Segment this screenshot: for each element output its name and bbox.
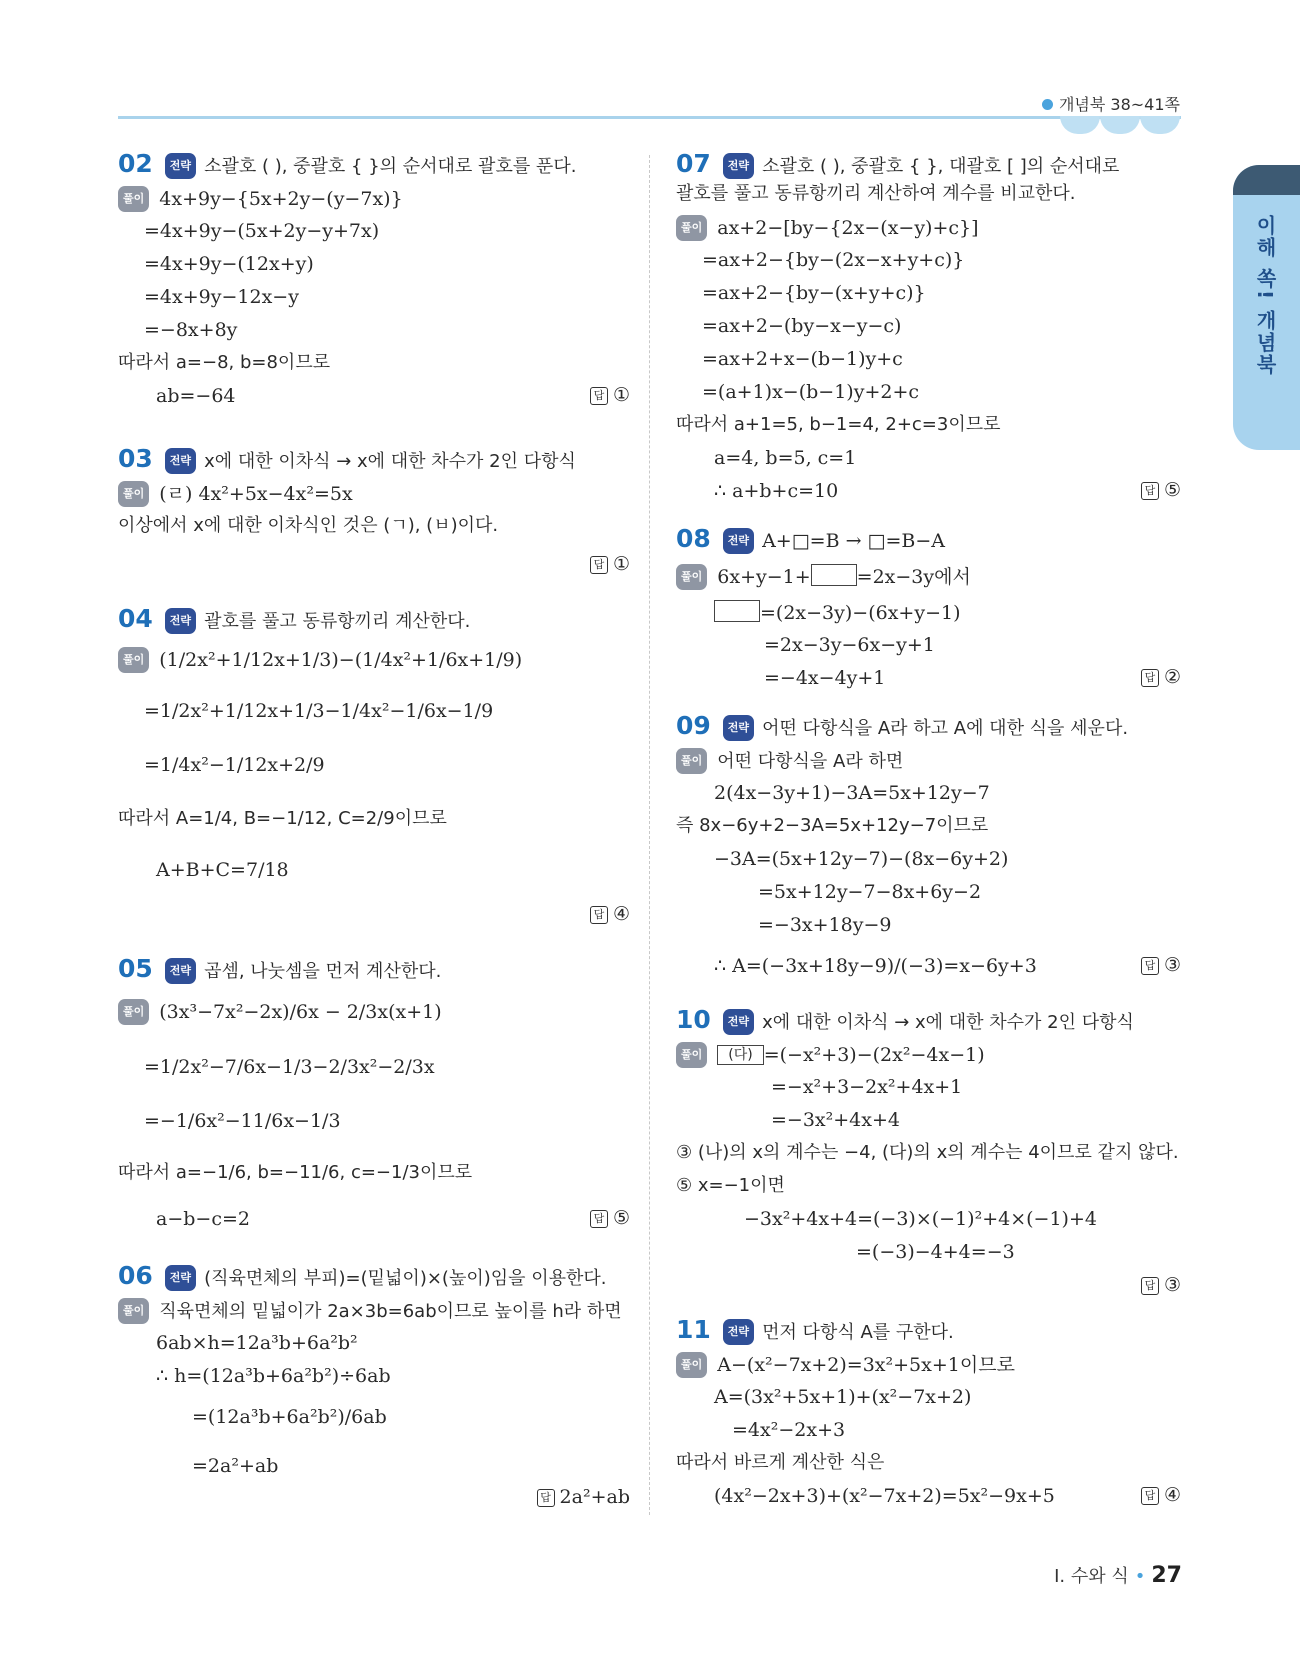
math-line: 직육면체의 밑넓이가 2a×3b=6ab이므로 높이를 h라 하면 — [159, 1301, 622, 1322]
answer: 답 2a²+ab — [537, 1486, 630, 1508]
math-line: =1/2x²+1/12x+1/3−1/4x²−1/6x−1/9 — [144, 700, 494, 722]
side-tab — [1233, 165, 1300, 450]
math-line: 괄호를 풀고 동류항끼리 계산하여 계수를 비교한다. — [676, 183, 1076, 204]
math-line: ③ (나)의 x의 계수는 −4, (다)의 x의 계수는 4이므로 같지 않다. — [676, 1142, 1179, 1163]
math-line: 이상에서 x에 대한 이차식인 것은 (ㄱ), (ㅂ)이다. — [118, 515, 499, 536]
strategy-badge: 전략 — [723, 153, 754, 179]
strategy-badge: 전략 — [723, 528, 754, 554]
answer-icon: 답 — [1141, 669, 1159, 687]
math-line: =5x+12y−7−8x+6y−2 — [758, 881, 982, 903]
answer-icon: 답 — [590, 387, 608, 405]
math-line: a−b−c=2 — [156, 1208, 250, 1230]
math-line: =4x²−2x+3 — [732, 1419, 846, 1441]
math-line: =−3x+18y−9 — [758, 914, 892, 936]
problem-number: 03 — [118, 444, 153, 473]
chapter-label: Ⅰ. 수와 식 — [1054, 1566, 1129, 1587]
problem-number: 10 — [676, 1005, 711, 1034]
strategy-badge: 전략 — [165, 1265, 196, 1291]
math-line: 따라서 a=−8, b=8이므로 — [118, 352, 331, 373]
side-tab-label: 이해 쏙! 개념북 — [1253, 215, 1277, 377]
answer-icon: 답 — [1141, 1487, 1159, 1505]
strategy-text: 어떤 다항식을 A라 하고 A에 대한 식을 세운다. — [762, 718, 1129, 739]
strategy-text: x에 대한 이차식 → x에 대한 차수가 2인 다항식 — [204, 451, 576, 472]
math-line: 따라서 a+1=5, b−1=4, 2+c=3이므로 — [676, 414, 1001, 435]
math-line: 따라서 A=1/4, B=−1/12, C=2/9이므로 — [118, 808, 447, 829]
strategy-badge: 전략 — [165, 608, 196, 634]
header-wave — [1140, 116, 1180, 134]
answer-icon: 답 — [590, 556, 608, 574]
blank-box — [714, 600, 760, 622]
math-line: ∴ a+b+c=10 — [714, 480, 839, 502]
answer-icon: 답 — [590, 1210, 608, 1228]
problem-number: 08 — [676, 524, 711, 553]
strategy-text: 소괄호 ( ), 중괄호 { }, 대괄호 [ ]의 순서대로 — [762, 156, 1120, 177]
solution-badge: 풀이 — [118, 999, 149, 1025]
page-number: 27 — [1151, 1563, 1182, 1588]
math-line: =4x+9y−(5x+2y−y+7x) — [144, 220, 380, 242]
math-line: 어떤 다항식을 A라 하면 — [717, 751, 904, 772]
math-line: =ax+2−{by−(x+y+c)} — [702, 282, 926, 304]
blank-box — [811, 564, 857, 586]
math-line: =2x−3y−6x−y+1 — [764, 634, 935, 656]
page-footer — [1054, 1562, 1182, 1588]
math-line: A−(x²−7x+2)=3x²+5x+1이므로 — [717, 1354, 1015, 1376]
answer: 답 ① — [590, 384, 630, 406]
solution-badge: 풀이 — [118, 1298, 149, 1324]
math-line: 4x+9y−{5x+2y−(y−7x)} — [159, 188, 403, 210]
math-line: =(12a³b+6a²b²)/6ab — [192, 1406, 387, 1428]
math-line: =2x−3y에서 — [856, 566, 971, 588]
math-line: A=(3x²+5x+1)+(x²−7x+2) — [714, 1386, 972, 1408]
math-line: (1/2x²+1/12x+1/3)−(1/4x²+1/6x+1/9) — [159, 649, 523, 671]
math-line: =4x+9y−(12x+y) — [144, 253, 314, 275]
problem-number: 04 — [118, 604, 153, 633]
math-line: =−x²+3−2x²+4x+1 — [771, 1076, 963, 1098]
solution-badge: 풀이 — [676, 1042, 707, 1068]
math-line: ax+2−[by−{2x−(x−y)+c}] — [717, 217, 979, 239]
math-line: (3x³−7x²−2x)/6x − 2/3x(x+1) — [159, 1001, 442, 1023]
answer: 답 ⑤ — [590, 1207, 630, 1229]
solution-badge: 풀이 — [118, 647, 149, 673]
math-line: ∴ A=(−3x+18y−9)/(−3)=x−6y+3 — [714, 955, 1037, 977]
solution-badge: 풀이 — [676, 748, 707, 774]
strategy-badge: 전략 — [723, 1009, 754, 1035]
problem-number: 02 — [118, 149, 153, 178]
math-line: 따라서 a=−1/6, b=−11/6, c=−1/3이므로 — [118, 1162, 473, 1183]
header-wave — [1060, 116, 1100, 134]
math-line: (4x²−2x+3)+(x²−7x+2)=5x²−9x+5 — [714, 1485, 1055, 1507]
math-line: −3x²+4x+4=(−3)×(−1)²+4×(−1)+4 — [744, 1208, 1097, 1230]
strategy-text: 괄호를 풀고 동류항끼리 계산한다. — [204, 611, 471, 632]
math-line: =(a+1)x−(b−1)y+2+c — [702, 381, 920, 403]
math-line: ab=−64 — [156, 385, 236, 407]
strategy-text: A+□=B → □=B−A — [762, 530, 946, 552]
math-line: ⑤ x=−1이면 — [676, 1175, 785, 1196]
answer-icon: 답 — [590, 906, 608, 924]
strategy-text: 먼저 다항식 A를 구한다. — [762, 1322, 954, 1343]
answer-icon: 답 — [537, 1489, 555, 1507]
answer-icon: 답 — [1141, 482, 1159, 500]
answer: 답 ④ — [1141, 1484, 1181, 1506]
solution-badge: 풀이 — [118, 481, 149, 507]
separator-dot: • — [1134, 1566, 1146, 1587]
strategy-badge: 전략 — [165, 448, 196, 474]
math-line: 따라서 바르게 계산한 식은 — [676, 1452, 885, 1473]
problem-number: 05 — [118, 954, 153, 983]
strategy-badge: 전략 — [723, 1319, 754, 1345]
strategy-text: x에 대한 이차식 → x에 대한 차수가 2인 다항식 — [762, 1012, 1134, 1033]
math-line: =(−3)−4+4=−3 — [856, 1241, 1015, 1263]
problem-number: 11 — [676, 1315, 711, 1344]
math-line: (ㄹ) 4x²+5x−4x²=5x — [159, 483, 353, 505]
header-rule — [118, 116, 1181, 119]
bullet-dot-icon — [1042, 99, 1053, 110]
math-line: =ax+2+x−(b−1)y+c — [702, 348, 903, 370]
math-line: A+B+C=7/18 — [156, 859, 289, 881]
math-line: 즉 8x−6y+2−3A=5x+12y−7이므로 — [676, 815, 989, 836]
math-line: −3A=(5x+12y−7)−(8x−6y+2) — [714, 848, 1009, 870]
math-line: a=4, b=5, c=1 — [714, 447, 857, 469]
problem-number: 07 — [676, 149, 711, 178]
math-line: 6ab×h=12a³b+6a²b² — [156, 1332, 358, 1354]
math-line: =(−x²+3)−(2x²−4x−1) — [763, 1044, 985, 1066]
answer: 답 ① — [590, 553, 630, 575]
math-line: =1/4x²−1/12x+2/9 — [144, 754, 325, 776]
solution-badge: 풀이 — [676, 564, 707, 590]
math-line: =2a²+ab — [192, 1455, 279, 1477]
math-line: 2(4x−3y+1)−3A=5x+12y−7 — [714, 782, 990, 804]
answer: 답 ⑤ — [1141, 479, 1181, 501]
math-line: =ax+2−{by−(2x−x+y+c)} — [702, 249, 965, 271]
math-line: =4x+9y−12x−y — [144, 286, 299, 308]
answer: 답 ② — [1141, 666, 1181, 688]
math-line: =(2x−3y)−(6x+y−1) — [760, 602, 961, 624]
math-line: =−8x+8y — [144, 319, 238, 341]
problem-number: 09 — [676, 711, 711, 740]
math-line: =−3x²+4x+4 — [771, 1109, 900, 1131]
math-line: 6x+y−1+ — [717, 566, 811, 588]
answer-icon: 답 — [1141, 1277, 1159, 1295]
strategy-badge: 전략 — [165, 958, 196, 984]
strategy-text: (직육면체의 부피)=(밑넓이)×(높이)임을 이용한다. — [204, 1268, 607, 1289]
math-line: =1/2x²−7/6x−1/3−2/3x²−2/3x — [144, 1056, 435, 1078]
strategy-badge: 전략 — [723, 715, 754, 741]
math-line: ∴ h=(12a³b+6a²b²)÷6ab — [156, 1365, 391, 1387]
answer: 답 ④ — [590, 903, 630, 925]
label-box: (다) — [717, 1045, 763, 1065]
problem-number: 06 — [118, 1261, 153, 1290]
math-line: =−4x−4y+1 — [764, 667, 886, 689]
answer: 답 ③ — [1141, 1274, 1181, 1296]
strategy-text: 소괄호 ( ), 중괄호 { }의 순서대로 괄호를 푼다. — [204, 156, 577, 177]
strategy-badge: 전략 — [165, 153, 196, 179]
column-divider — [649, 155, 650, 1515]
solution-badge: 풀이 — [676, 1352, 707, 1378]
answer-icon: 답 — [1141, 957, 1159, 975]
solution-badge: 풀이 — [118, 186, 149, 212]
strategy-text: 곱셈, 나눗셈을 먼저 계산한다. — [204, 961, 442, 982]
math-line: =−1/6x²−11/6x−1/3 — [144, 1110, 341, 1132]
answer: 답 ③ — [1141, 954, 1181, 976]
solution-badge: 풀이 — [676, 215, 707, 241]
math-line: =ax+2−(by−x−y−c) — [702, 315, 902, 337]
page-reference: 개념북 38~41쪽 — [1042, 92, 1180, 115]
header-wave — [1100, 116, 1140, 134]
